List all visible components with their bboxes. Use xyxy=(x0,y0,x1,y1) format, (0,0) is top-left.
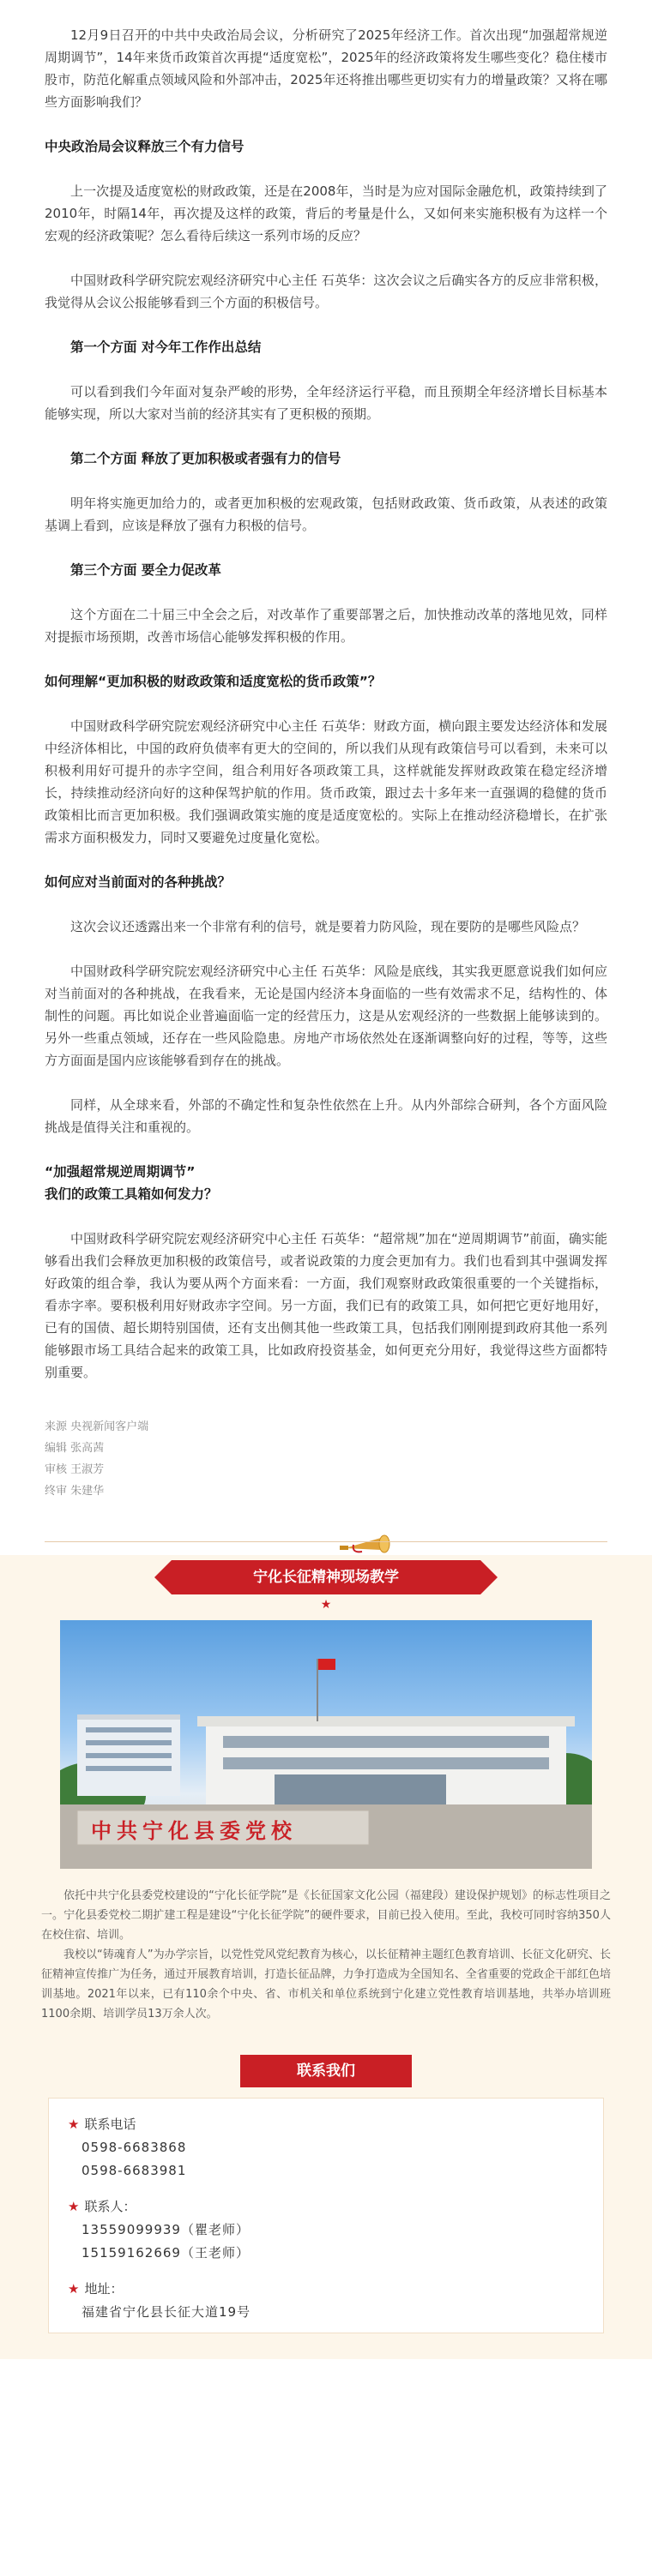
promo-text-1: 依托中共宁化县委党校建设的“宁化长征学院”是《长征国家文化公园（福建段）建设保护规划》的标志性项目之一。宁化县委党校二期扩建工程是建设“宁化长征学院”的硬件要求，目前已投入使用。至此，我校可同时容纳350人在校住宿、培训。 xyxy=(41,1889,611,1942)
contact-box xyxy=(48,2098,604,2333)
contact-person-2[interactable]: 15159162669（王老师） xyxy=(82,2245,250,2261)
phone-number-1[interactable]: 0598-6683868 xyxy=(82,2140,187,2155)
section-title-toolbox-line2: 我们的政策工具箱如何发力？ xyxy=(45,1186,218,1202)
section-title-policy: 如何理解“更加积极的财政政策和适度宽松的货币政策”？ xyxy=(45,674,382,689)
paragraph: 中国财政科学研究院宏观经济研究中心主任 石英华：这次会议之后确实各方的反应非常积极，我觉得从会议公报能够看到三个方面的积极信号。 xyxy=(45,273,607,310)
star-icon: ★ xyxy=(68,2199,80,2214)
phone-number-2[interactable]: 0598-6683981 xyxy=(82,2163,187,2178)
subheading-first: 第一个方面 对今年工作作出总结 xyxy=(70,339,262,355)
star-icon: ★ xyxy=(68,2117,80,2132)
paragraph: 这次会议还透露出来一个非常有利的信号，就是要着力防风险，现在要防的是哪些风险点？ xyxy=(70,919,586,934)
paragraph: 中国财政科学研究院宏观经济研究中心主任 石英华：财政方面，横向跟主要发达经济体和发展中经济体相比，中国的政府负债率有更大的空间的，所以我们从现有政策信号可以看到，未来可以积极利用好可提升的赤字空间，组合利用好各项政策工具，这样就能发挥财政政策在稳定经济增长，持续推动经济向好的这种保驾护航的作用。货币政策，跟过去十多年来一直强调的稳健的货币政策相比而言更加积极。我们强调政策实施的度是适度宽松的。实际上在推动经济稳增长，在扩张需求方面积极发力，同时又要避免过度量化宽松。 xyxy=(45,718,607,845)
paragraph: 上一次提及适度宽松的财政政策，还是在2008年，当时是为应对国际金融危机，政策持续到了2010年，时隔14年，再次提及这样的政策，背后的考量是什么，又如何来实施积极有为这样一个宏观的经济政策呢？怎么看待后续这一系列市场的反应？ xyxy=(45,183,607,243)
paragraph: 可以看到我们今年面对复杂严峻的形势，全年经济运行平稳，而且预期全年经济增长目标基本能够实现，所以大家对当前的经济其实有了更积极的预期。 xyxy=(45,384,607,422)
section-title-signals: 中央政治局会议释放三个有力信号 xyxy=(45,139,244,154)
subheading-third: 第三个方面 要全力促改革 xyxy=(70,562,221,578)
contact-title: 联系我们 xyxy=(240,2055,412,2087)
address-label: ★ 地址： xyxy=(68,2281,124,2297)
party-school-photo xyxy=(60,1620,592,1869)
paragraph: 这个方面在二十届三中全会之后，对改革作了重要部署之后，加快推动改革的落地见效，同样对提振市场预期，改善市场信心能够发挥积极的作用。 xyxy=(45,607,607,645)
credits xyxy=(45,1416,607,1502)
star-icon: ★ xyxy=(320,1598,332,1612)
subheading-second: 第二个方面 释放了更加积极或者强有力的信号 xyxy=(70,451,341,466)
paragraph: 明年将实施更加给力的，或者更加积极的宏观政策，包括财政政策、货币政策，从表述的政策基调上看到，应该是释放了强有力积极的信号。 xyxy=(45,495,607,533)
divider-line-left xyxy=(45,1541,328,1542)
section-title-challenges: 如何应对当前面对的各种挑战？ xyxy=(45,874,232,890)
star-icon: ★ xyxy=(68,2281,80,2297)
credit-editor: 编辑 张高茜 xyxy=(45,1442,105,1455)
intro-paragraph: 12月9日召开的中共中央政治局会议，分析研究了2025年经济工作。首次出现“加强超常规逆周期调节”，14年来货币政策首次再提“适度宽松”，2025年的经济政策将发生哪些变化？稳住楼市股市，防范化解重点领域风险和外部冲击，2025年还将推出哪些更切实有力的增量政策？又将在哪些方面影响我们？ xyxy=(45,27,607,110)
trumpet-icon xyxy=(336,1529,405,1555)
phone-label: ★ 联系电话 xyxy=(68,2117,136,2132)
paragraph: 中国财政科学研究院宏观经济研究中心主任 石英华：风险是底线，其实我更愿意说我们如何应对当前面对的各种挑战，在我看来，无论是国内经济本身面临的一些有效需求不足，结构性的、体制性的问题。再比如说企业普遍面临一定的经营压力，这是从宏观经济的一些数据上能够读到的。另外一些重点领域，还存在一些风险隐患。房地产市场依然处在逐渐调整向好的过程，等等，这些方方面面是国内应该能够看到存在的挑战。 xyxy=(45,964,607,1068)
contact-person-1[interactable]: 13559099939（瞿老师） xyxy=(82,2222,250,2237)
promo-banner: 宁化长征精神现场教学 xyxy=(172,1560,480,1594)
credit-reviewer: 审核 王淑芳 xyxy=(45,1463,105,1476)
credit-source: 来源 央视新闻客户端 xyxy=(45,1420,149,1433)
address-value: 福建省宁化县长征大道19号 xyxy=(82,2304,251,2320)
credit-final: 终审 朱建华 xyxy=(45,1485,105,1498)
promo-section xyxy=(0,1555,652,2359)
paragraph: 中国财政科学研究院宏观经济研究中心主任 石英华：“超常规”加在“逆周期调节”前面，确实能够看出我们会释放更加积极的政策信号，或者说政策的力度会更加有力。我们也看到其中强调发挥好政策的组合拳，我认为要从两个方面来看：一方面，我们观察财政政策很重要的一个关键指标，看赤字率。要积极利用好财政赤字空间。另一方面，我们已有的政策工具，如何把它更好地用好，已有的国债、超长期特别国债，还有支出侧其他一些政策工具，包括我们刚刚提到政府其他一系列能够跟市场工具结合起来的政策工具，比如政府投资基金，如何更充分用好，我觉得这些方面都特别重要。 xyxy=(45,1231,607,1380)
section-title-toolbox-line1: “加强超常规逆周期调节” xyxy=(45,1164,196,1180)
paragraph: 同样，从全球来看，外部的不确定性和复杂性依然在上升。从内外部综合研判，各个方面风险挑战是值得关注和重视的。 xyxy=(45,1097,607,1135)
person-label: ★ 联系人： xyxy=(68,2199,136,2214)
building-sign: 中共宁化县委党校 xyxy=(91,1818,297,1843)
divider xyxy=(45,1529,607,1555)
promo-text-2: 我校以“铸魂育人”为办学宗旨，以党性党风党纪教育为核心，以长征精神主题红色教育培训、长征文化研究、长征精神宣传推广为任务，通过开展教育培训，打造长征品牌，力争打造成为全国知名、全省重要的党政企干部红色培训基地。2021年以来，已有110余个中央、省、市机关和单位系统到宁化建立党性教育培训基地，共举办培训班1100余期、培训学员13万余人次。 xyxy=(41,1949,611,2021)
divider-line-right xyxy=(324,1541,607,1542)
